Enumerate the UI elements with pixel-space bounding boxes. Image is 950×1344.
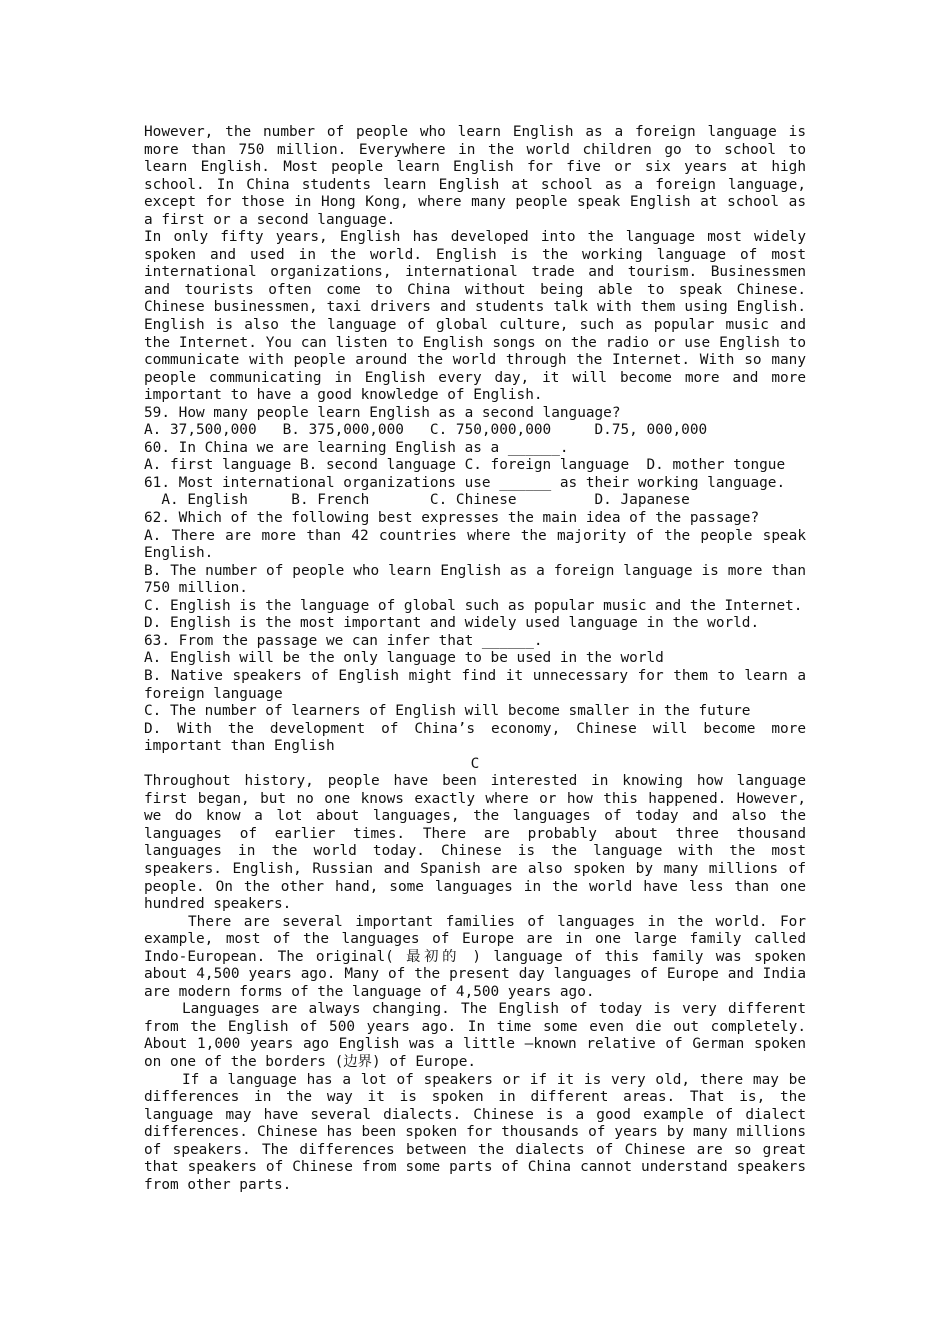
passage-c-paragraph-4: If a language has a lot of speakers or if it is very old, there may be differences in the way it is spoken in different areas. That is, the language may have several dialects. Chinese is a good example of dialect differences. Chinese has been spoken for thousands of years by many millions of speakers. The differences between the dialects of Chinese are so great that speakers of Chinese from some parts of China cannot understand speakers from other parts. <box>144 1071 806 1193</box>
question-63-option-c: C. The number of learners of English will become smaller in the future <box>144 703 751 720</box>
passage-b-paragraph-1: However, the number of people who learn English as a foreign language is more than 750 million. Everywhere in the world children go to school to learn English. Most people learn English for five or six years at high school. In China students learn English at school as a foreign language, except for those in Hong Kong, where many people speak English at school as a first or a second language. <box>144 124 806 228</box>
question-62-option-d: D. English is the most important and widely used language in the world. <box>144 615 760 632</box>
question-62-option-c: C. English is the language of global such as popular music and the Internet. <box>144 597 803 614</box>
question-61-options: A. English B. French C. Chinese D. Japanese <box>144 492 690 509</box>
question-59: 59. How many people learn English as a second language? <box>144 404 621 421</box>
passage-c-heading: C <box>470 755 480 772</box>
question-63: 63. From the passage we can infer that ______. <box>144 632 543 649</box>
question-62-option-b: B. The number of people who learn English as a foreign language is more than 750 million. <box>144 562 806 597</box>
question-60-options: A. first language B. second language C. foreign language D. mother tongue <box>144 457 786 474</box>
question-59-options: A. 37,500,000 B. 375,000,000 C. 750,000,000 D.75, 000,000 <box>144 422 708 439</box>
passage-c-paragraph-3: Languages are always changing. The English of today is very different from the English of 500 years ago. In time some even die out completely. About 1,000 years ago English was a little –known relative of German spoken on one of the borders (边界) of Europe. <box>144 1001 806 1070</box>
question-63-option-b: B. Native speakers of English might find it unnecessary for them to learn a foreign language <box>144 667 806 702</box>
question-61: 61. Most international organizations use ______ as their working language. <box>144 474 786 491</box>
question-60: 60. In China we are learning English as a ______. <box>144 439 569 456</box>
question-63-option-a: A. English will be the only language to be used in the world <box>144 650 664 667</box>
question-63-option-d: D. With the development of China’s economy, Chinese will become more important than English <box>144 720 806 755</box>
passage-c-paragraph-2: There are several important families of languages in the world. For example, most of the languages of Europe are in one large family called Indo-European. The original( 最初的 ) language of this family was spoken about 4,500 years ago. Many of the present day languages of Europe and India are modern forms of the language of 4,500 years ago. <box>144 913 806 1000</box>
passage-b-paragraph-2: In only fifty years, English has developed into the language most widely spoken and used in the world. English is the working language of most international organizations, international trade and tourism. Businessmen and tourists often come to China without being able to speak Chinese. Chinese businessmen, taxi drivers and students talk with them using English. English is also the language of global culture, such as popular music and the Internet. You can listen to English songs on the radio or use English to communicate with people around the world through the Internet. With so many people communicating in English every day, it will become more and more important to have a good knowledge of English. <box>144 229 806 404</box>
passage-c-paragraph-1: Throughout history, people have been interested in knowing how language first began, but no one knows exactly where or how this happened. However, we do know a lot about languages, the languages of today and also the languages of earlier times. There are probably about three thousand languages in the world today. Chinese is the language with the most speakers. English, Russian and Spanish are also spoken by many millions of people. On the other hand, some languages in the world have less than one hundred speakers. <box>144 773 806 913</box>
document-page <box>144 124 806 1194</box>
question-62-option-a: A. There are more than 42 countries where the majority of the people speak English. <box>144 527 806 562</box>
question-62: 62. Which of the following best expresses the main idea of the passage? <box>144 510 760 527</box>
